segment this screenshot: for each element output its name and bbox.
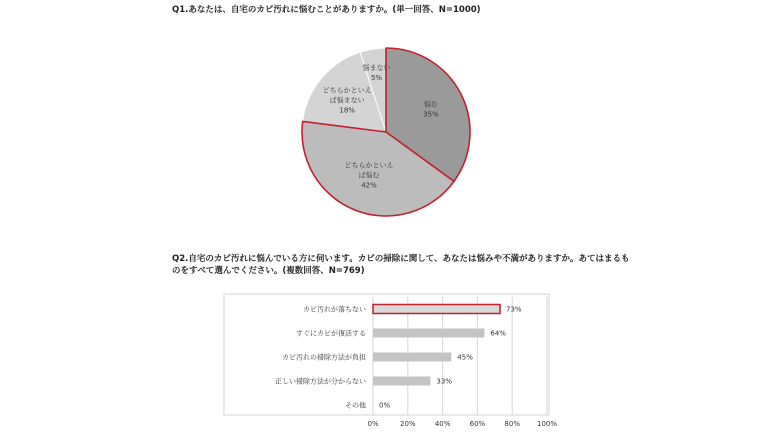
x-tick-3: 60%	[469, 420, 486, 428]
bar-value-4: 0%	[379, 401, 391, 410]
bar-value-3: 33%	[436, 377, 452, 386]
x-tick-2: 40%	[434, 420, 451, 428]
x-tick-5: 100%	[536, 420, 558, 428]
q2-title: Q2.自宅のカビ汚れに悩んでいる方に伺います。カビの掃除に関して、あなたは悩みや不満がありますか。あてはまるものをすべて選んでください。(複数回答、N=769)	[172, 254, 630, 276]
bar-value-0: 73%	[506, 305, 522, 314]
pie-chart	[302, 48, 470, 216]
bar-category-3: 正しい掃除方法が分からない	[275, 377, 366, 386]
bar-chart	[275, 297, 557, 428]
bar-category-1: すぐにカビが復活する	[296, 329, 366, 338]
bar-1	[373, 329, 484, 338]
bar-category-2: カビ汚れの掃除方法が負担	[282, 353, 366, 362]
bar-category-4: その他	[345, 401, 366, 410]
pie-label-0: 悩む 35%	[423, 100, 439, 119]
bar-2	[373, 353, 451, 362]
pie-label-3: 悩まない 5%	[362, 63, 391, 82]
pie-label-2: どちらかといえば悩まない 18%	[322, 86, 372, 115]
pie-label-1: どちらかといえば悩む 42%	[344, 161, 394, 190]
bar-0	[373, 305, 500, 314]
x-tick-0: 0%	[367, 420, 379, 428]
bar-3	[373, 377, 430, 386]
x-tick-1: 20%	[400, 420, 416, 428]
x-tick-4: 80%	[504, 420, 520, 428]
q1-title: Q1.あなたは、自宅のカビ汚れに悩むことがありますか。(単一回答、N=1000)	[172, 5, 481, 15]
bar-value-1: 64%	[490, 329, 506, 338]
bar-category-0: カビ汚れが落ちない	[303, 305, 366, 314]
bar-value-2: 45%	[457, 353, 473, 362]
